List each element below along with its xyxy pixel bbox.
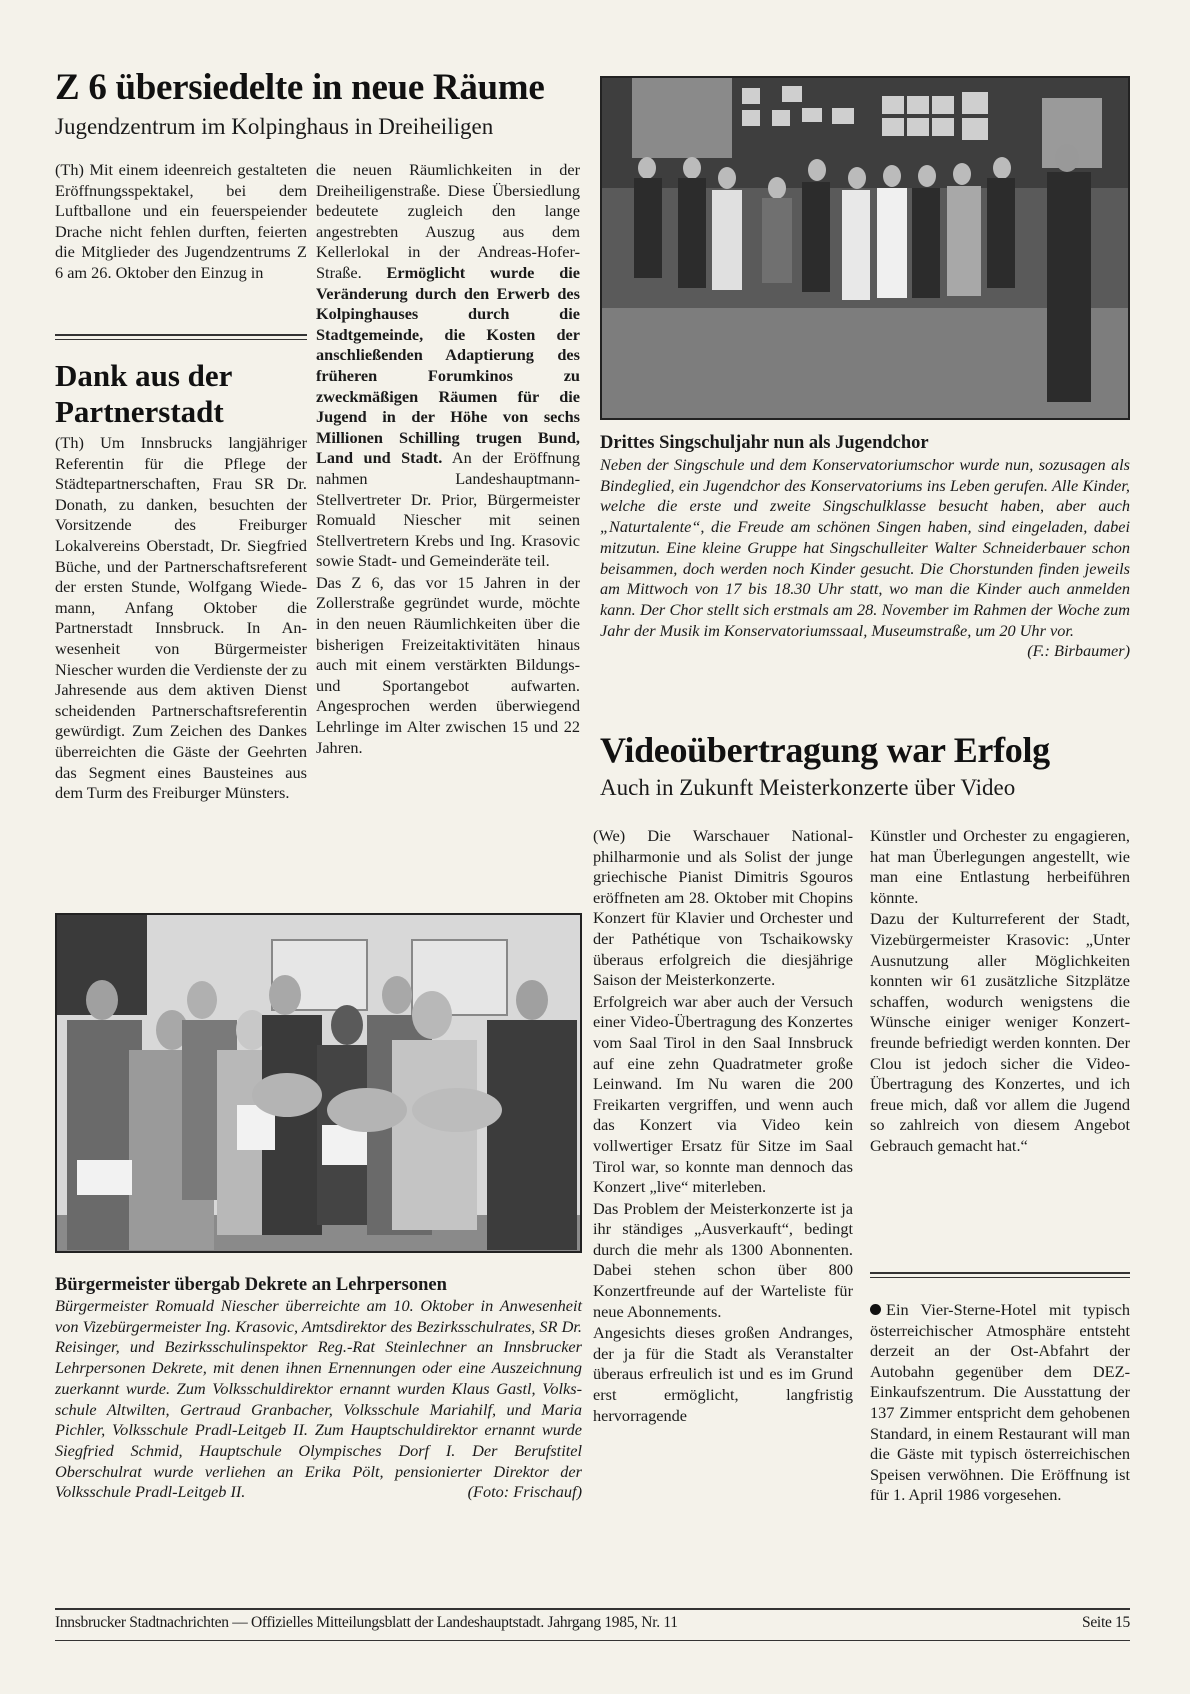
teachers-caption-text: Bürgermeister Romuald Niescher überreichte am 10. Oktober in Anwesenheit von Vizebürgermeister Ing. Krasovic, Amtsdirektor des Bezirksschulrates, SR Dr. Reisinger, und Bezirksschulinspektor Reg.-Rat Steinlechner an Innsbrucker Lehrpersonen Dekrete, mit denen ihnen Ernennungen oder eine Auszeichnung zuerkannt wurde. Zum Volksschuldirektor ernannt wurden Klaus Gastl, Volksschule Altwilten, Gertraud Granbacher, Volksschule Mariahilf, und Maria Pichler, Volksschule Pradl-Leitgeb II. Zum Hauptschuldirektor ernannt wurde Siegfried Schmid, Hauptschule Olympisches Dorf I. Der Berufstitel Oberschulrat wurde verliehen an Erika Pölt, pensionierter Direktor der Volksschule Pradl-Leitgeb II. <box>55 1296 582 1502</box>
z6-col1-text: (Th) Mit einem ideenreich gestalteten Eröffnungsspektakel, bei dem Luftballone und ein feuerspeiender Drache nicht fehlen durften, feierten die Mitglieder des Jugendzentrums Z 6 am 26. Oktober den Einzug in <box>55 160 307 282</box>
hotel-news-para <box>870 1300 1130 1506</box>
teachers-photo-image <box>57 915 582 1253</box>
choir-caption <box>600 455 1130 662</box>
choir-photo-credit: (F.: Birbaumer) <box>1027 641 1130 661</box>
hotel-news-text: Ein Vier-Sterne-Hotel mit typisch österreichischer Atmosphäre entsteht derzeit an der Ost-Abfahrt der Autobahn gegenüber dem DEZ-Einkaufszentrum. Die Ausstattung der 137 Zimmer entspricht dem gehobenen Standard, in einem Restaurant will man die Gäste mit typisch österreichischen Speisen verwöhnen. Die Eröffnung ist für 1. April 1986 vorgesehen. <box>870 1300 1130 1505</box>
subheadline-z6: Jugendzentrum im Kolpinghaus in Dreiheiligen <box>55 114 494 139</box>
teachers-photo <box>55 913 582 1253</box>
video-column-1 <box>593 826 853 1427</box>
subheadline-video: Auch in Zukunft Meisterkonzerte über Video <box>600 775 1016 800</box>
footer-publication: Innsbrucker Stadtnachrichten — Offizielles Mitteilungsblatt der Landeshauptstadt. Jahrgang 1985, Nr. 11 <box>55 1614 678 1631</box>
z6-col2-tail-text: An der Eröffnung nahmen Landeshauptmann-Stellvertreter Dr. Prior, Bürgermeister Romuald Niescher mit seinen Stellvertretern Krebs und Ing. Krasovic sowie Stadt- und Gemeinderäte teil. <box>316 448 580 571</box>
video-col2-para1: Künstler und Orchester zu engagieren, hat man Überlegungen angestellt, wie man eine Entlastung herbeiführen könnte. <box>870 826 1130 907</box>
video-col2-para2: Dazu der Kulturreferent der Stadt, Vizebürgermeister Krasovic: „Unter Ausnutzung aller Möglichkeiten konnten wir 61 zusätzliche Sitzplätze schaffen, wodurch wenigstens die Wünsche einiger weniger Konzertfreunde befriedigt werden konnten. Der Clou ist jedoch sicher die Video-Übertragung des Konzertes, und ich freue mich, daß vor allem die Jugend so zahlreich von diesem Angebot Gebrauch gemacht hat.“ <box>870 909 1130 1155</box>
video-col1-para1: (We) Die Warschauer Nationalphilharmonie und als Solist der junge griechische Pianist Dimitris Sgouros eröffneten am 28. Oktober mit Chopins Konzert für Klavier und Orchester und der Pathétique von Tschaikowsky überaus erfolgreich die diesjährige Saison der Meisterkonzerte. <box>593 826 853 990</box>
page-footer <box>55 1614 1130 1638</box>
choir-photo <box>600 76 1130 420</box>
footer-rule-bottom <box>55 1640 1130 1641</box>
footer-rule-top <box>55 1608 1130 1610</box>
section-divider <box>55 334 307 340</box>
z6-col2-para1 <box>316 160 580 572</box>
z6-col2-para2: Das Z 6, das vor 15 Jahren in der Zollerstraße gegründet wurde, möchte in den neuen Räumlichkeiten über die bisherigen Freizeitaktivitäten hinaus auch mit einem verstärkten Bildungs- und Sportangebot aufwarten. Angesprochen werden überwiegend Lehrlinge im Alter zwischen 15 und 22 Jahren. <box>316 572 580 757</box>
video-col1-para4: Angesichts dieses großen Andranges, der ja für die Stadt als Veranstalter überaus erfreulich ist und es im Grund erst ermöglicht, langfristig hervorragende <box>593 1323 853 1425</box>
z6-column-2 <box>316 160 580 759</box>
headline-z6: Z 6 übersiedelte in neue Räume <box>55 67 545 108</box>
dank-body <box>55 433 307 805</box>
video-col1-para3: Das Problem der Meisterkonzerte ist ja ihr ständiges „Ausverkauft“, bedingt durch die mehr als 1300 Abonnenten. Dabei stehen schon über 800 Konzertfreunde auf der Warteliste für neue Abonnements. <box>593 1198 853 1321</box>
bullet-icon <box>870 1304 881 1315</box>
choir-caption-title: Drittes Singschuljahr nun als Jugendchor <box>600 433 929 453</box>
video-col1-para2: Erfolgreich war aber auch der Versuch einer Video-Übertragung des Konzertes vom Saal Tirol in den Saal Innsbruck auf eine zehn Quadratmeter große Leinwand. Im Nu waren die 200 Freikarten vergriffen, und wenn auch das Konzert via Video kein vollwertiger Ersatz für Sitze im Saal Tirol war, so konnte man dennoch das Konzert „live“ miterleben. <box>593 991 853 1197</box>
dank-body-text: (Th) Um Innsbrucks langjähriger Referentin für die Pflege der Städtepartnerschaften, Frau SR Dr. Donath, zu danken, besuchten der Vorsitzende des Freiburger Lokalvereins Oberstadt, Dr. Siegfried Büche, und der Partnerschaftsreferent der ersten Stunde, Wolfgang Wiedemann, Anfang Oktober die Partnerstadt Innsbruck. In Anwesenheit von Bürgermeister Niescher wurden die Verdienste der zu Jahresende aus dem aktiven Dienst scheidenden Partnerschaftsreferentin gewürdigt. Zum Zeichen des Dankes überreichten die Gäste der Geehrten das Segment eines Bausteines aus dem Turm des Freiburger Münsters. <box>55 433 307 803</box>
footer-page-number: Seite 15 <box>1082 1614 1130 1631</box>
choir-photo-image <box>602 78 1130 420</box>
z6-col2-bold-text: Ermöglicht wurde die Veränderung durch den Erwerb des Kolpinghauses durch die Stadtgemeinde, die Kosten der anschließenden Adaptierung des früheren Forumkinos zu zweckmäßigen Räumen für die Jugend in der Höhe von sechs Millionen Schilling trugen Bund, Land und Stadt. <box>316 262 581 468</box>
z6-column-1 <box>55 160 307 285</box>
teachers-photo-credit: (Foto: Frischauf) <box>467 1482 582 1502</box>
teachers-caption-title: Bürgermeister übergab Dekrete an Lehrpersonen <box>55 1275 447 1295</box>
hotel-news <box>870 1300 1130 1507</box>
headline-video: Videoübertragung war Erfolg <box>600 730 1050 770</box>
section-divider <box>870 1272 1130 1278</box>
headline-dank: Dank aus der Partnerstadt <box>55 358 232 429</box>
video-column-2 <box>870 826 1130 1158</box>
z6-col2-text: die neuen Räumlichkeiten in der Dreiheiligenstraße. Diese Übersiedlung bedeutete zugleich den lange angestrebten Auszug aus dem Kellerlokal in der Andreas-Hofer-Straße. <box>316 160 580 282</box>
teachers-caption <box>55 1296 582 1503</box>
choir-caption-text: Neben der Singschule und dem Konservatoriumschor wurde nun, sozusagen als Bindeglied, ein Jugendchor des Konservatoriums ins Leben gerufen. Alle Kinder, welche die erste und zweite Singschulklasse besucht haben, aber auch „Naturtalente“, die Freude am schönen Singen haben, sind eingeladen, dabei mitzutun. Eine kleine Gruppe hat Singschulleiter Walter Schneiderbauer schon beisammen, doch werden noch Kinder gesucht. Die Chorstunden finden jeweils am Mittwoch von 17 bis 18.30 Uhr statt, wo man die Kinder auch anmelden kann. Der Chor stellt sich erstmals am 28. November im Rahmen der Woche zum Jahr der Musik im Konservatoriumssaal, Museumstraße, um 20 Uhr vor. <box>600 455 1130 640</box>
